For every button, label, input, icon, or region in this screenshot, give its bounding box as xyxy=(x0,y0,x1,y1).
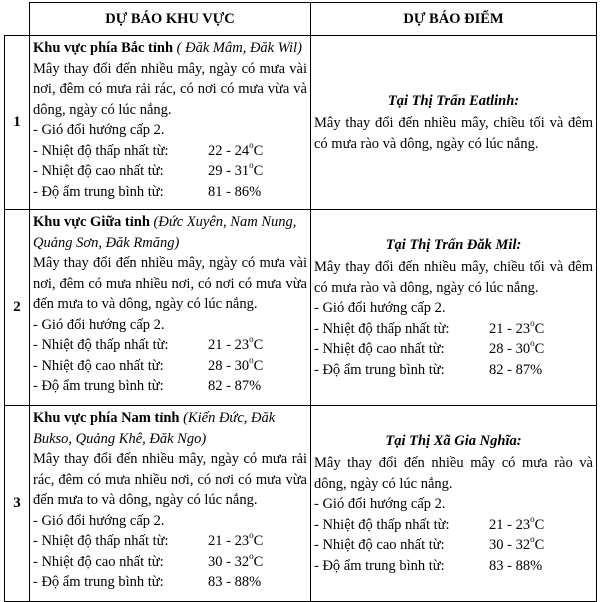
humidity-line xyxy=(33,572,307,593)
tmin-value: 22 - 24 xyxy=(208,142,250,159)
tmax-value: 30 - 32 xyxy=(208,553,250,570)
degree-sign: o xyxy=(530,338,535,349)
table-row xyxy=(5,36,597,210)
point-forecast-cell xyxy=(311,36,597,210)
area-places: (Kiến Đức, Đăk Bukso, Quảng Khê, Đăk Ngo) xyxy=(33,410,276,447)
celsius-unit: C xyxy=(534,516,545,533)
forecast-table xyxy=(4,2,597,602)
wind-line: - Gió đổi hướng cấp 2. xyxy=(314,496,446,512)
area-places: ( Đăk Mâm, Đăk Wil) xyxy=(176,40,302,56)
degree-sign: o xyxy=(249,160,254,171)
degree-sign: o xyxy=(249,530,254,541)
tmax-label: - Nhiệt độ cao nhất từ: xyxy=(314,537,445,553)
wind-line: - Gió đổi hướng cấp 2. xyxy=(33,316,165,333)
humidity-line xyxy=(33,182,307,203)
tmin-line xyxy=(314,319,593,340)
tmin-label: - Nhiệt độ thấp nhất từ: xyxy=(33,142,169,159)
area-title xyxy=(33,408,307,449)
wind-line: - Gió đổi hướng cấp 2. xyxy=(33,512,165,529)
tmin-line xyxy=(33,531,307,552)
humidity-line xyxy=(33,376,307,397)
tmax-value: 28 - 30 xyxy=(489,341,531,357)
point-description: Mây thay đổi đến nhiều mây, chiều tối và đêm có mưa rào và dông, ngày có lúc nắng. xyxy=(314,259,593,296)
area-description: Mây thay đổi đến nhiều mây, ngày có mưa rải rác, đêm có mưa nhiều nơi, có nơi có mưa vừa đến mưa to và dông, ngày có lúc nắng. xyxy=(33,451,307,508)
celsius-unit: C xyxy=(534,537,545,553)
header-area: DỰ BÁO KHU VỰC xyxy=(30,3,311,36)
degree-sign: o xyxy=(249,354,254,365)
point-forecast-cell xyxy=(311,406,597,602)
celsius-unit: C xyxy=(534,320,545,337)
tmin-label: - Nhiệt độ thấp nhất từ: xyxy=(33,533,169,549)
humidity-label: - Độ ẩm trung bình từ: xyxy=(33,378,164,394)
humidity-value: 82 - 87% xyxy=(489,361,543,378)
point-title: Tại Thị Xã Gia Nghĩa: xyxy=(385,433,522,449)
humidity-label: - Độ ẩm trung bình từ: xyxy=(314,361,445,378)
humidity-value: 82 - 87% xyxy=(208,378,262,394)
row-number: 2 xyxy=(5,210,30,406)
celsius-unit: C xyxy=(253,163,264,179)
degree-sign: o xyxy=(530,534,535,545)
point-title: Tại Thị Trấn Eatlinh: xyxy=(387,93,520,109)
degree-sign: o xyxy=(249,139,254,150)
humidity-line xyxy=(314,360,593,381)
area-forecast-cell xyxy=(30,210,311,406)
header-point: DỰ BÁO ĐIỂM xyxy=(311,3,597,36)
degree-sign: o xyxy=(530,317,535,328)
area-forecast-cell xyxy=(30,36,311,210)
tmax-line xyxy=(33,356,307,377)
wind-line: - Gió đổi hướng cấp 2. xyxy=(33,122,165,138)
area-description: Mây thay đổi đến nhiều mây, ngày có mưa vài nơi, đêm có mưa rải rác, có nơi có mưa vừa và dông, ngày có lúc nắng. xyxy=(33,60,307,118)
point-description: Mây thay đổi đến nhiều mây có mưa rào và dông, ngày có lúc nắng. xyxy=(314,455,593,492)
tmin-label: - Nhiệt độ thấp nhất từ: xyxy=(314,320,450,337)
tmin-label: - Nhiệt độ thấp nhất từ: xyxy=(33,337,169,353)
degree-sign: o xyxy=(530,513,535,524)
tmax-value: 28 - 30 xyxy=(208,357,250,374)
wind-line: - Gió đổi hướng cấp 2. xyxy=(314,300,446,316)
tmax-label: - Nhiệt độ cao nhất từ: xyxy=(314,341,445,357)
area-name: Khu vực phía Nam tỉnh xyxy=(33,410,180,426)
area-name: Khu vực phía Bắc tỉnh xyxy=(33,40,174,56)
tmin-line xyxy=(33,141,307,162)
humidity-value: 83 - 88% xyxy=(208,574,262,590)
tmax-value: 30 - 32 xyxy=(489,537,531,553)
area-name: Khu vực Giữa tỉnh xyxy=(33,214,150,230)
celsius-unit: C xyxy=(253,533,264,549)
degree-sign: o xyxy=(249,334,254,345)
tmin-line xyxy=(314,515,593,536)
tmin-value: 21 - 23 xyxy=(489,516,531,533)
tmin-line xyxy=(33,335,307,356)
header-index-cell xyxy=(5,3,30,36)
area-description: Mây thay đổi đến nhiều mây, ngày có mưa vài nơi, đêm có mưa nhiều nơi, có nơi có mưa vừa đến mưa to và dông, ngày có lúc nắng. xyxy=(33,255,307,312)
tmin-value: 21 - 23 xyxy=(208,533,250,549)
area-title xyxy=(33,38,307,59)
celsius-unit: C xyxy=(253,142,264,159)
header-row xyxy=(5,3,597,36)
area-places: (Đức Xuyên, Nam Nung, Quảng Sơn, Đăk Rmăng) xyxy=(33,214,297,251)
celsius-unit: C xyxy=(253,337,264,353)
humidity-label: - Độ ẩm trung bình từ: xyxy=(33,574,164,590)
tmax-label: - Nhiệt độ cao nhất từ: xyxy=(33,357,164,374)
table-row xyxy=(5,406,597,602)
point-forecast-cell xyxy=(311,210,597,406)
humidity-label: - Độ ẩm trung bình từ: xyxy=(314,557,445,574)
tmax-line xyxy=(33,552,307,573)
table-row xyxy=(5,210,597,406)
row-number: 1 xyxy=(5,36,30,210)
celsius-unit: C xyxy=(534,341,545,357)
humidity-value: 81 - 86% xyxy=(208,183,262,200)
tmin-value: 21 - 23 xyxy=(489,320,531,337)
tmin-value: 21 - 23 xyxy=(208,337,250,353)
celsius-unit: C xyxy=(253,357,264,374)
tmax-value: 29 - 31 xyxy=(208,163,250,179)
tmax-label: - Nhiệt độ cao nhất từ: xyxy=(33,553,164,570)
tmax-line xyxy=(314,535,593,556)
tmax-line xyxy=(314,339,593,360)
point-title: Tại Thị Trấn Đăk Mil: xyxy=(385,237,522,253)
tmax-label: - Nhiệt độ cao nhất từ: xyxy=(33,163,164,179)
humidity-value: 83 - 88% xyxy=(489,557,543,574)
tmax-line xyxy=(33,161,307,182)
row-number: 3 xyxy=(5,406,30,602)
humidity-line xyxy=(314,556,593,577)
humidity-label: - Độ ẩm trung bình từ: xyxy=(33,183,164,200)
area-forecast-cell xyxy=(30,406,311,602)
point-description: Mây thay đổi đến nhiều mây, chiều tối và đêm có mưa rào và dông, ngày có lúc nắng. xyxy=(314,115,593,152)
area-title xyxy=(33,212,307,253)
celsius-unit: C xyxy=(253,553,264,570)
degree-sign: o xyxy=(249,550,254,561)
tmin-label: - Nhiệt độ thấp nhất từ: xyxy=(314,516,450,533)
